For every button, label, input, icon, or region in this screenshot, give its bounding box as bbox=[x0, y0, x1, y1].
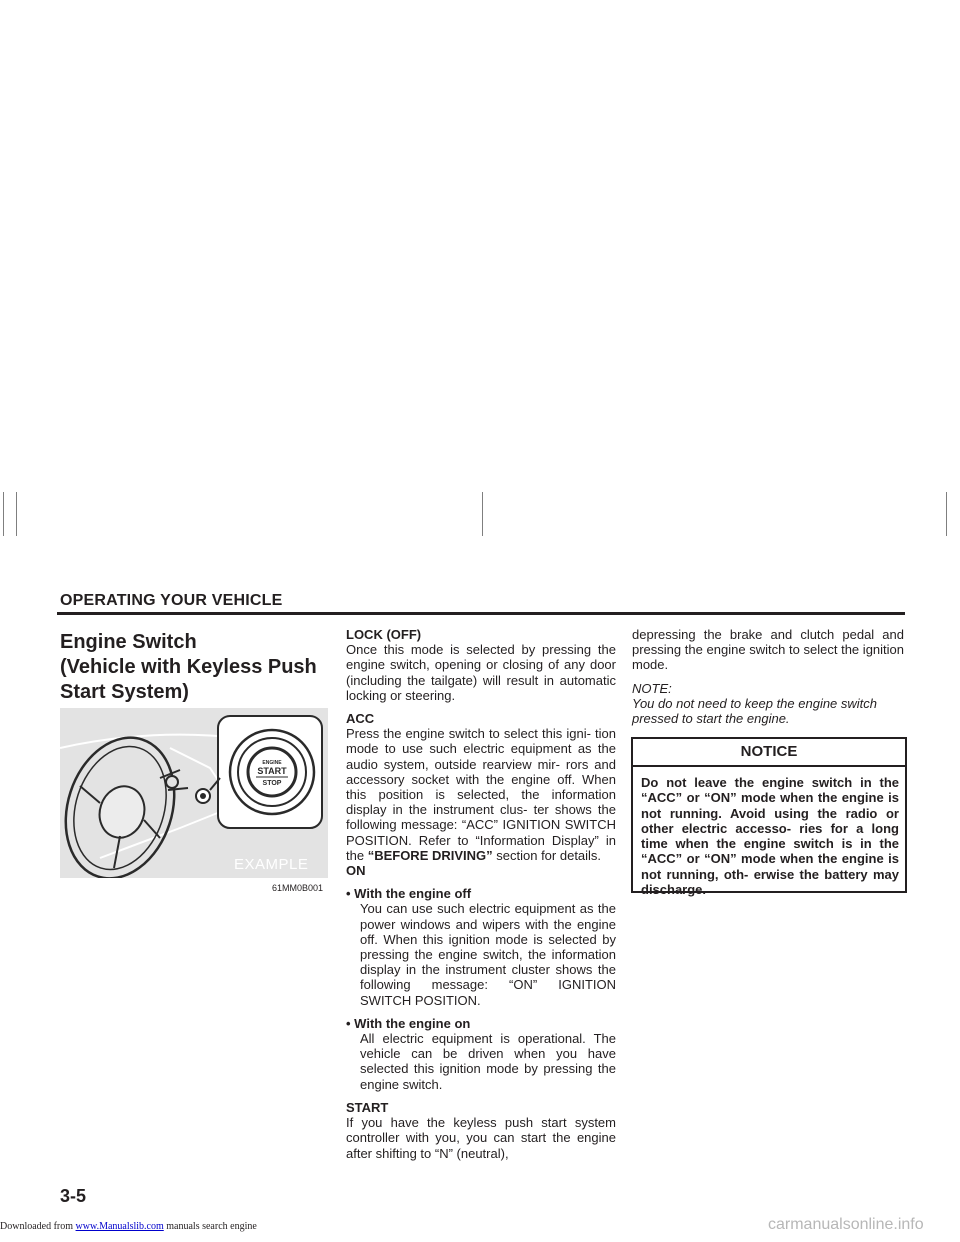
crop-mark bbox=[946, 492, 947, 536]
crop-mark bbox=[16, 492, 17, 536]
title-line: Engine Switch bbox=[60, 631, 197, 653]
title-line: Start System) bbox=[60, 681, 189, 703]
example-label: EXAMPLE bbox=[234, 856, 309, 873]
continued-text: depressing the brake and clutch pedal and pressing the engine switch to select the ignition mode. bbox=[632, 627, 904, 673]
note-label: NOTE: bbox=[632, 680, 672, 696]
bullet-engine-off bbox=[346, 886, 616, 1008]
notice-box bbox=[631, 737, 907, 898]
dashboard-drawing bbox=[60, 708, 328, 878]
bullet-body: You can use such electric equipment as the power windows and wipers with the engine off. When this ignition mode is selected by pressing the engine switch, the information display in the instrument cluster shows the following message: “ON” IGNITION SWITCH POSITION. bbox=[360, 901, 616, 1008]
engine-switch-illustration bbox=[60, 708, 328, 878]
crop-mark bbox=[482, 492, 483, 536]
lock-body: Once this mode is selected by pressing the engine switch, opening or closing of any door (including the tailgate) will result in automatic locking or steering. bbox=[346, 642, 616, 703]
notice-body: Do not leave the engine switch in the “ACC” or “ON” mode when the engine is not running. Avoid using the radio or other electric accesso- ries for a long time when the engine switch is in the “ACC” or “ON” mode when the engine is not running, oth- erwise the battery may discharge. bbox=[641, 775, 899, 898]
bullet-title: • With the engine off bbox=[346, 886, 616, 901]
acc-heading: ACC bbox=[346, 711, 375, 727]
acc-body-reference: “BEFORE DRIVING” bbox=[367, 847, 493, 863]
figure-code: 61MM0B001 bbox=[272, 883, 324, 893]
notice-title: NOTICE bbox=[633, 739, 905, 767]
button-text-start: START bbox=[257, 766, 287, 776]
note bbox=[632, 681, 904, 727]
start-heading: START bbox=[346, 1099, 389, 1115]
title-line: (Vehicle with Keyless Push bbox=[60, 656, 317, 678]
right-column bbox=[632, 627, 904, 726]
middle-column bbox=[346, 627, 616, 1169]
start-body: If you have the keyless push start system controller with you, you can start the engine after shifting to “N” (neutral), bbox=[346, 1115, 616, 1161]
page-title bbox=[60, 630, 330, 705]
button-text-engine: ENGINE bbox=[262, 760, 282, 766]
bullet-title: • With the engine on bbox=[346, 1016, 616, 1031]
bullet-engine-on bbox=[346, 1016, 616, 1092]
watermark-logo: carmanualsonline.info bbox=[768, 1216, 924, 1233]
footer-link[interactable]: www.Manualslib.com bbox=[75, 1221, 164, 1232]
section-header: OPERATING YOUR VEHICLE bbox=[60, 592, 283, 609]
button-text-stop: STOP bbox=[262, 780, 282, 787]
on-heading: ON bbox=[346, 863, 366, 879]
lock-heading: LOCK (OFF) bbox=[346, 627, 422, 642]
acc-body: Press the engine switch to select this igni- tion mode to use such electric equipment as the audio system, outside rearview mir- rors and accessory socket with the engine off. When this position is selected, the information display in the instrument clus- ter shows the following message: “ACC” IGNITION SWITCH POSITION. Refer to “Information Display” in the bbox=[346, 726, 616, 863]
section-rule bbox=[57, 612, 905, 615]
page-number: 3-5 bbox=[60, 1186, 87, 1206]
acc-body-end: section for details. bbox=[492, 847, 602, 863]
footer bbox=[0, 1221, 257, 1232]
footer-prefix: Downloaded from bbox=[0, 1221, 76, 1232]
footer-suffix: manuals search engine bbox=[163, 1221, 257, 1232]
bullet-body: All electric equipment is operational. The vehicle can be driven when you have selected this ignition mode by pressing the engine switch. bbox=[360, 1031, 616, 1092]
crop-mark bbox=[3, 492, 4, 536]
note-body: You do not need to keep the engine switch pressed to start the engine. bbox=[632, 695, 878, 727]
